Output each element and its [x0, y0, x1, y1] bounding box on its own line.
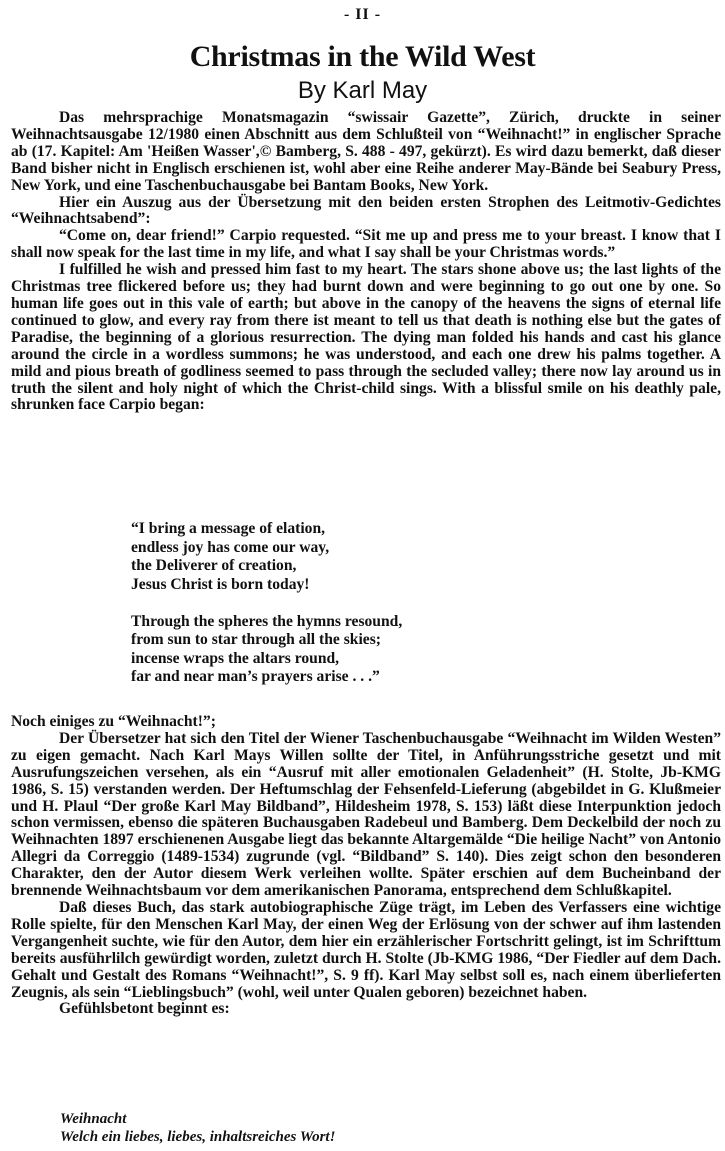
- closing-text-block: [11, 714, 721, 1018]
- paragraph-intro-1: Das mehrsprachige Monatsmagazin “swissair Gazette”, Zürich, druckte in seiner Weihnachtsausgabe 12/1980 einen Abschnitt aus dem Schlußteil von “Weihnacht!” in englischer Sprache ab (17. Kapitel: Am 'Heißen Wasser',© Bamberg, S. 488 - 497, gekürzt). Es wird dazu bemerkt, daß dieser Band bisher nicht in Englisch erschienen ist, wohl aber eine Reihe anderer May-Bände bei Seabury Press, New York, und eine Taschenbuchausgabe bei Bantam Books, New York.: [11, 109, 721, 194]
- stanza-gap: [131, 594, 691, 613]
- quote-heading: Weihnacht: [60, 1111, 127, 1127]
- paragraph-closing-3: Daß dieses Buch, das stark autobiographische Züge trägt, im Leben des Verfassers eine wichtige Rolle spielte, für den Menschen Karl May, der einen Weg der Erlösung von der schwer auf ihm lastenden Vergangenheit suchte, wie für den Autor, dem hier ein erzählerischer Fortschritt gelingt, ist im Schrifttum bereits ausführlilch gewürdigt worden, zuletzt durch H. Stolte (Jb-KMG 1986, “Der Fiedler auf dem Dach. Gehalt und Gestalt des Romans “Weihnacht!”, S. 9 ff). Karl May selbst soll es, nach einem überlieferten Zeugnis, als sein “Lieblingsbuch” (wohl, weil unter Qualen geboren) bezeichnet haben.: [11, 898, 721, 1001]
- paragraph-closing-1: Noch einiges zu “Weihnacht!”;: [11, 713, 216, 730]
- poem-line: far and near man’s prayers arise . . .”: [131, 668, 380, 685]
- poem-line: “I bring a message of elation,: [131, 520, 326, 537]
- poem-line: incense wraps the altars round,: [131, 649, 340, 667]
- paragraph-closing-4: Gefühlsbetont beginnt es:: [59, 1000, 230, 1018]
- poem: [131, 520, 691, 687]
- article-byline: By Karl May: [297, 77, 428, 104]
- paragraph-closing-2: Der Übersetzer hat sich den Titel der Wiener Taschenbuchausgabe “Weihnacht im Wilden Westen” zu eigen gemacht. Nach Karl Mays Willen sollte der Titel, in Anführungsstriche gesetzt und mit Ausrufungszeichen versehen, als ein “Ausruf mit aller emotionalen Geladenheit” (H. Stolte, Jb-KMG 1986, S. 15) verstanden werden. Der Heftumschlag der Fehsenfeld-Lieferung (abgebildet in G. Klußmeier und H. Plaul “Der große Karl May Bildband”, Hildesheim 1978, S. 153) läßt diese Interpunktion jedoch schon vermissen, ebenso die späteren Buchausgaben Radebeul und Bamberg. Dem Deckelbild der noch zu Weihnachten 1897 erschienenen Ausgabe liegt das bekannte Altargemälde “Die heilige Nacht” von Antonio Allegri da Correggio (1489-1534) zugrunde (vgl. “Bildband” S. 140). Dies zeigt schon den besonderen Charakter, den der Autor diesem Werk verleihen wollte. Später erschien auf dem Bucheinband der brennende Weihnachtsbaum vor dem amerikanischen Panorama, entsprechend dem Schlußkapitel.: [11, 729, 721, 900]
- paragraph-intro-4: I fulfilled he wish and pressed him fast to my heart. The stars shone above us; the last lights of the Christmas tree flickered before us; they had burnt down and were beginning to go out one by one. So human life goes out in this vale of earth; but above in the canopy of the heavens the signs of eternal life continued to glow, and every ray from there ist meant to tell us that death is nothing else but the gates of Paradise, the beginning of a glorious resurrection. The dying man folded his hands and cast his glance around the circle in a wordless summons; he was understood, and each one drew his palms together. A mild and pious breath of godliness seemed to pass through the secluded valley; there now lay around us in truth the silent and holy night of which the Christ-child sings. With a blissful smile on his deathly pale, shrunken face Carpio began:: [11, 261, 721, 414]
- intro-text-block: [11, 110, 721, 414]
- poem-line: from sun to star through all the skies;: [131, 631, 381, 648]
- page-number: - II -: [343, 6, 382, 23]
- paragraph-intro-3: “Come on, dear friend!” Carpio requested. “Sit me up and press me to your breast. I know that I shall now speak for the last time in my life, and what I say shall be your Christmas words.”: [11, 227, 721, 262]
- poem-line: Through the spheres the hymns resound,: [131, 612, 403, 630]
- poem-line: the Deliverer of creation,: [131, 557, 297, 574]
- paragraph-intro-2: Hier ein Auszug aus der Übersetzung mit den beiden ersten Strophen des Leitmotiv-Gedichtes “Weihnachtsabend”:: [11, 193, 721, 228]
- quote-line: Welch ein liebes, liebes, inhaltsreiches Wort!: [60, 1129, 336, 1145]
- poem-line: endless joy has come our way,: [131, 538, 330, 556]
- article-title: Christmas in the Wild West: [189, 40, 536, 73]
- closing-quote: [60, 1110, 700, 1146]
- poem-line: Jesus Christ is born today!: [131, 575, 310, 593]
